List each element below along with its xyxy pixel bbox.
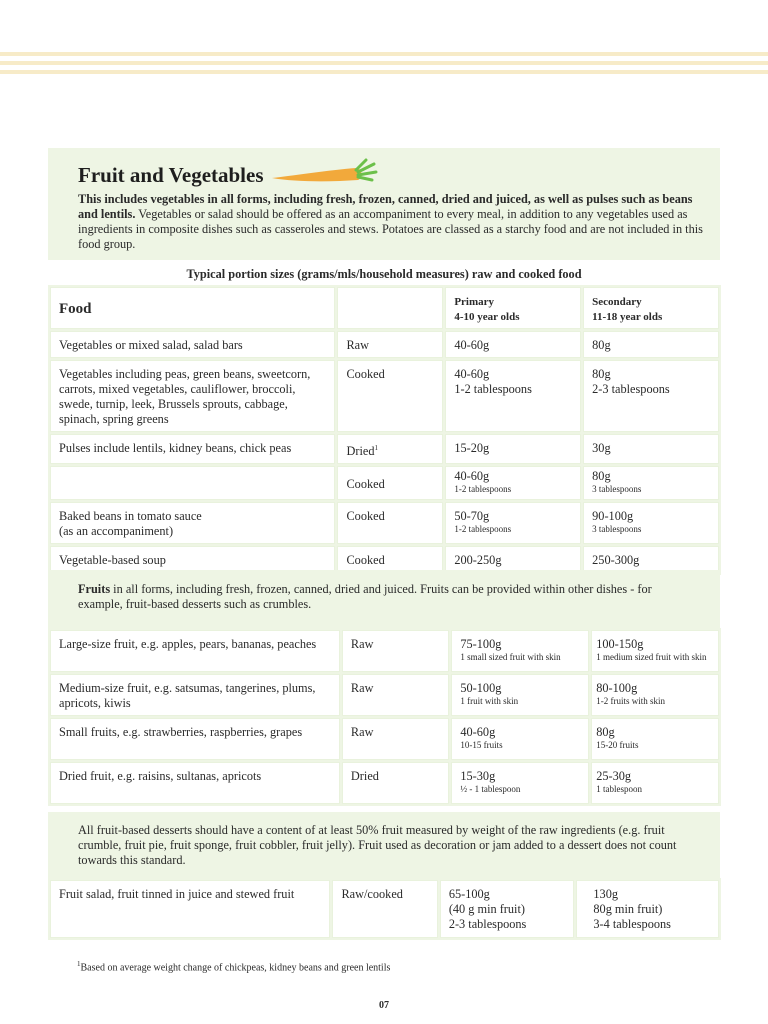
carrot-icon: [270, 158, 380, 186]
secondary-cell: 30g: [583, 434, 719, 464]
food-cell: Medium-size fruit, e.g. satsumas, tangerines, plums, apricots, kiwis: [50, 674, 340, 716]
header-secondary: Secondary: [592, 296, 642, 308]
primary-note: 1-2 tablespoons: [454, 484, 512, 495]
table-caption: Typical portion sizes (grams/mls/household measures) raw and cooked food: [186, 267, 582, 281]
food-cell: [50, 466, 335, 500]
state-cell: Raw: [342, 630, 449, 672]
fruit-note-bold: Fruits: [78, 582, 111, 596]
food-cell: Vegetables or mixed salad, salad bars: [50, 331, 335, 358]
secondary-cell: 250-300g: [583, 546, 719, 573]
header-primary-age: 4-10 year olds: [454, 311, 520, 323]
primary-value: 40-60g: [460, 725, 496, 739]
footnote: [77, 960, 390, 973]
intro-body-text: Vegetables or salad should be offered as an accompaniment to every meal, in addition to any vegetables used as ingredients in composite dishes such as casseroles and stews. Potatoes are classed as a starchy food and are not included in this food group.: [78, 207, 703, 251]
footnote-marker: 1: [374, 444, 378, 452]
primary-value: 75-100g: [460, 637, 502, 651]
state-cell: Cooked: [337, 466, 443, 500]
page-number: 07: [379, 1000, 389, 1011]
primary-note: 1 small sized fruit with skin: [460, 652, 561, 662]
secondary-note: 1 medium sized fruit with skin: [596, 652, 707, 662]
state-cell: Cooked: [337, 360, 443, 432]
state-cell: Cooked: [337, 502, 443, 544]
secondary-value: 80-100g: [596, 681, 638, 695]
primary-note: 1-2 tablespoons: [454, 382, 532, 396]
primary-cell: 200-250g: [445, 546, 581, 573]
footnote-text: Based on average weight change of chickpeas, kidney beans and green lentils: [80, 962, 391, 974]
secondary-note: 1-2 fruits with skin: [596, 696, 665, 706]
secondary-value: 80g: [592, 367, 611, 381]
primary-value: 50-70g: [454, 509, 490, 524]
primary-value: 65-100g: [448, 887, 490, 901]
food-cell-extra: (as an accompaniment): [59, 524, 174, 539]
secondary-note: 15-20 fruits: [596, 740, 639, 750]
state-cell: Raw/cooked: [332, 880, 437, 938]
food-cell: Dried fruit, e.g. raisins, sultanas, apricots: [50, 762, 340, 804]
primary-note: ½ - 1 tablespoon: [460, 784, 521, 794]
fruit-note-panel: [48, 570, 720, 628]
primary-value: (40 g min fruit): [448, 902, 525, 916]
table-row: [50, 331, 719, 358]
primary-value: 40-60g: [454, 469, 490, 484]
table-row: [50, 434, 719, 464]
primary-note: 1-2 tablespoons: [454, 524, 512, 535]
intro-text: [78, 192, 703, 252]
table-row: [50, 762, 719, 804]
primary-note: 1 fruit with skin: [460, 696, 519, 706]
table-row: [50, 880, 719, 938]
table-row: [50, 466, 719, 500]
state-cell: Dried: [346, 444, 375, 459]
intro-panel: [48, 148, 720, 260]
state-cell: Raw: [342, 674, 449, 716]
table-header-row: [50, 287, 719, 329]
primary-note: 10-15 fruits: [460, 740, 503, 750]
fruit-note-text: in all forms, including fresh, frozen, canned, dried and juiced. Fruits can be provided within other dishes - for example, fruit-based desserts such as crumbles.: [78, 582, 652, 611]
primary-cell: 15-20g: [445, 434, 581, 464]
secondary-value: 80g: [592, 469, 611, 484]
secondary-note: 3 tablespoons: [592, 484, 642, 495]
intro-bold-text: This includes vegetables in all forms, including fresh, frozen, canned, dried and juiced, as well as pulses such as beans and lentils.: [78, 192, 693, 221]
primary-cell: 40-60g: [445, 331, 581, 358]
state-cell: Raw: [342, 718, 449, 760]
secondary-note: 3 tablespoons: [592, 524, 642, 535]
table-row: [50, 674, 719, 716]
secondary-value: 3-4 tablespoons: [593, 917, 671, 931]
secondary-note: 1 tablespoon: [596, 784, 642, 794]
food-cell: Small fruits, e.g. strawberries, raspberries, grapes: [50, 718, 340, 760]
dessert-table: [48, 878, 721, 940]
header-stripes: [0, 52, 768, 79]
fruit-note: [78, 582, 698, 612]
footnote-mark: 1: [77, 960, 81, 968]
state-cell: Dried: [342, 762, 449, 804]
dessert-note-panel: [48, 812, 720, 880]
primary-value: 50-100g: [460, 681, 502, 695]
primary-value: 40-60g: [454, 367, 490, 381]
food-cell: Large-size fruit, e.g. apples, pears, bananas, peaches: [50, 630, 340, 672]
table-row: [50, 360, 719, 432]
food-cell: Baked beans in tomato sauce: [59, 509, 202, 524]
header-secondary-age: 11-18 year olds: [592, 311, 663, 323]
primary-value: 15-30g: [460, 769, 496, 783]
food-cell: Pulses include lentils, kidney beans, chick peas: [50, 434, 335, 464]
secondary-cell: 80g: [583, 331, 719, 358]
secondary-value: 25-30g: [596, 769, 632, 783]
secondary-value: 130g: [593, 887, 618, 901]
food-cell: Vegetable-based soup: [50, 546, 335, 573]
dessert-note: All fruit-based desserts should have a content of at least 50% fruit measured by weight of the raw ingredients (e.g. fruit crumble, fruit pie, fruit sponge, fruit cobbler, fruit jelly). Fruit used as decoration or jam added to a dessert does not count towards this standard.: [78, 823, 677, 867]
header-primary: Primary: [454, 296, 495, 308]
secondary-value: 80g: [596, 725, 615, 739]
primary-value: 2-3 tablespoons: [448, 917, 527, 931]
table-row: [50, 630, 719, 672]
header-food: Food: [59, 300, 92, 317]
section-title: Fruit and Vegetables: [78, 163, 264, 187]
state-cell: Cooked: [337, 546, 443, 573]
vegetables-table: [48, 285, 721, 575]
table-row: [50, 502, 719, 544]
food-cell: Fruit salad, fruit tinned in juice and stewed fruit: [50, 880, 330, 938]
secondary-value: 80g min fruit): [593, 902, 663, 916]
secondary-value: 90-100g: [592, 509, 634, 524]
secondary-note: 2-3 tablespoons: [592, 382, 670, 396]
table-row: [50, 718, 719, 760]
state-cell: Raw: [337, 331, 443, 358]
fruit-table: [48, 628, 721, 806]
food-cell: Vegetables including peas, green beans, sweetcorn, carrots, mixed vegetables, cauliflower, broccoli, swede, turnip, leek, Brussels sprouts, cabbage, spinach, spring greens: [50, 360, 335, 432]
secondary-value: 100-150g: [596, 637, 644, 651]
